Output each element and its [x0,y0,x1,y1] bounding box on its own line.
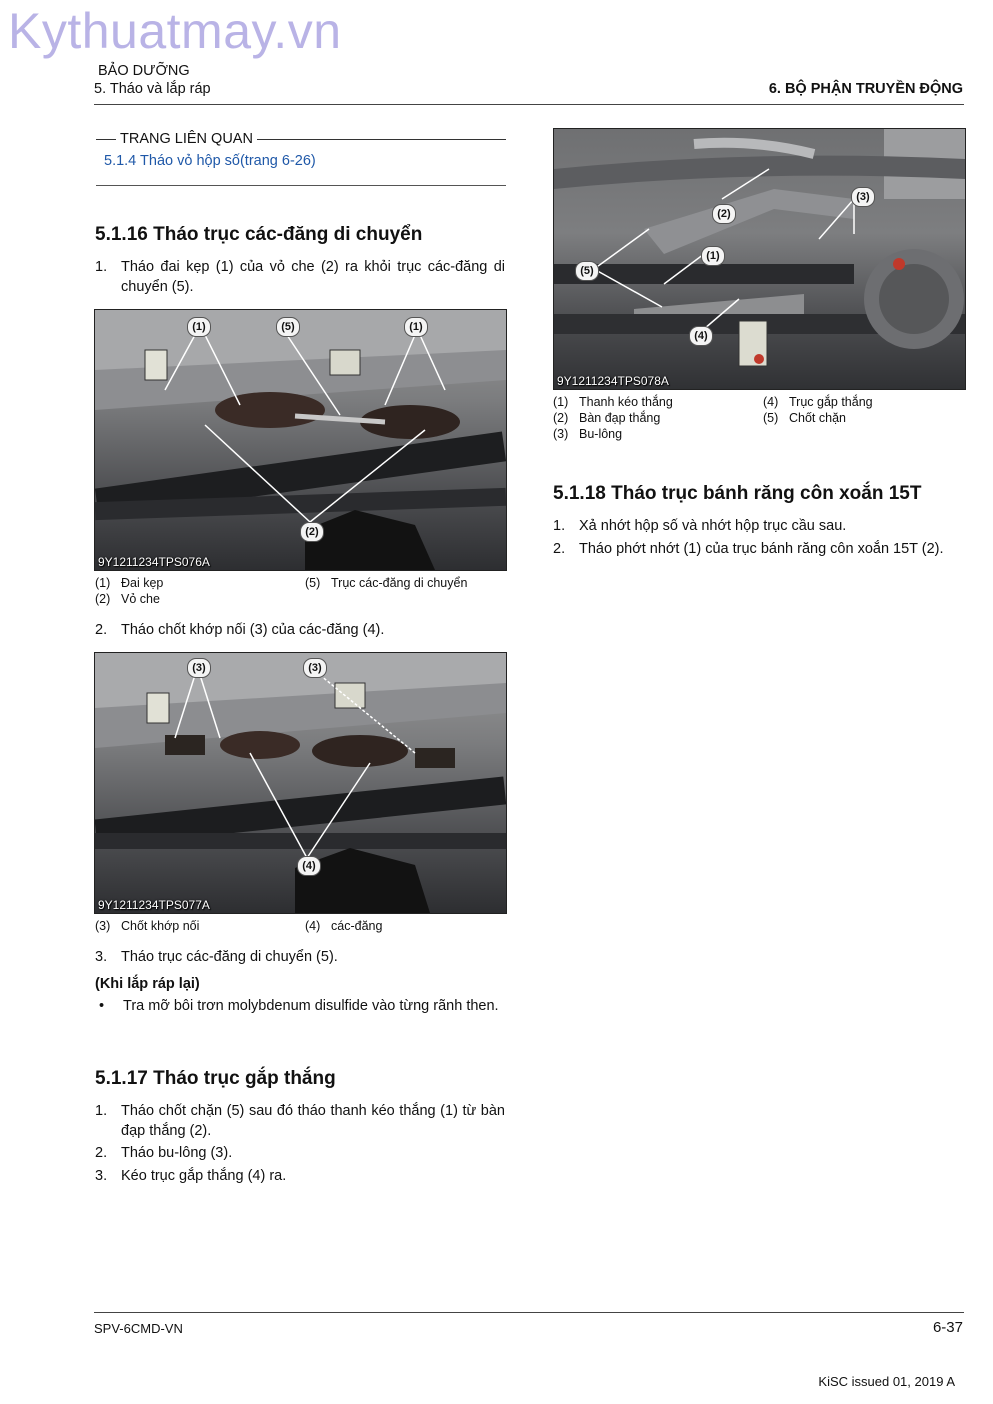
caption-number: (5) [763,411,779,425]
step-number: 2. [95,1145,108,1161]
step-516-1 [95,257,505,297]
photo-brake-shaft-drawing [554,129,965,389]
callout-1-brake-rod: (1) [701,246,725,266]
photo-cardan-shaft [94,309,507,571]
related-bottom-rule [96,185,506,186]
footer-doc-code: SPV-6CMD-VN [94,1321,183,1336]
caption-brake-1 [553,394,763,410]
photo-id-label: 9Y1211234TPS076A [98,555,210,569]
step-number: 2. [553,541,566,557]
caption-5-item [305,575,515,591]
step-number: 2. [95,622,108,638]
callout-3-bolt: (3) [851,187,875,207]
caption-number: (3) [553,427,569,441]
related-title-text: TRANG LIÊN QUAN [120,131,253,147]
caption-brake-3 [553,426,763,442]
caption-text: Bàn đạp thắng [579,411,661,425]
step-517-1 [95,1101,505,1141]
step-text: Tháo chốt khớp nối (3) của các-đăng (4). [121,622,385,638]
step-text: Xả nhớt hộp số và nhớt hộp trục cầu sau. [579,518,847,534]
step-516-3 [95,947,505,967]
step-text: Tháo bu-lông (3). [121,1145,233,1161]
step-text: Tháo phớt nhớt (1) của trục bánh răng côn xoắn 15T (2). [579,541,944,557]
caption-number: (1) [95,576,111,590]
reassembly-bullet [95,996,505,1016]
step-number: 1. [553,518,566,534]
caption-text: Trục các-đăng di chuyển [331,576,468,590]
callout-3-right: (3) [303,658,327,678]
step-518-2 [553,539,963,559]
callout-2: (2) [300,522,324,542]
step-text: Tháo trục các-đăng di chuyển (5). [121,949,338,965]
step-text: Tháo đai kẹp (1) của vỏ che (2) ra khỏi trục các-đăng di chuyển (5). [121,259,505,295]
caption-text: Chốt khớp nối [121,919,200,933]
header-rule [94,104,964,105]
step-517-3 [95,1166,505,1186]
photo-universal-joint [94,652,507,914]
callout-5-stopper-pin: (5) [575,261,599,281]
caption-text: Vỏ che [121,592,160,606]
caption-1-item [95,575,305,591]
caption-number: (1) [553,395,569,409]
caption-brake-4 [763,394,963,410]
step-516-2 [95,620,505,640]
footer-rule [94,1312,964,1313]
section-5-1-17-title: 5.1.17 Tháo trục gắp thắng [95,1068,336,1089]
callout-1-left: (1) [187,317,211,337]
section-5-1-18-title: 5.1.18 Tháo trục bánh răng côn xoắn 15T [553,483,922,504]
step-518-1 [553,516,963,536]
caption-text: Chốt chặn [789,411,846,425]
bullet-mark: • [99,998,105,1014]
callout-5: (5) [276,317,300,337]
reassembly-title: (Khi lắp ráp lại) [95,976,200,992]
watermark: Kythuatmay.vn [8,3,342,59]
photo-brake-shaft [553,128,966,390]
caption-number: (4) [763,395,779,409]
bullet-text: Tra mỡ bôi trơn molybdenum disulfide vào từng rãnh then. [123,998,499,1014]
header-subsection: 5. Tháo và lắp ráp [94,81,211,97]
caption-number: (4) [305,919,321,933]
caption-3-item [95,918,305,934]
step-text: Tháo chốt chặn (5) sau đó tháo thanh kéo thắng (1) từ bàn đạp thắng (2). [121,1103,505,1139]
caption-brake-5 [763,410,963,426]
caption-number: (2) [553,411,569,425]
caption-number: (2) [95,592,111,606]
caption-text: các-đăng [331,919,383,933]
callout-4: (4) [297,856,321,876]
caption-text: Đai kẹp [121,576,164,590]
step-text: Kéo trục gắp thắng (4) ra. [121,1168,287,1184]
caption-text: Thanh kéo thắng [579,395,673,409]
caption-number: (3) [95,919,111,933]
related-dash-right [257,139,506,140]
callout-1-right: (1) [404,317,428,337]
step-number: 1. [95,1103,108,1119]
callout-4-brake-shaft: (4) [689,326,713,346]
step-517-2 [95,1143,505,1163]
header-chapter: 6. BỘ PHẬN TRUYỀN ĐỘNG [768,81,963,97]
related-dash-left [96,139,116,140]
caption-number: (5) [305,576,321,590]
photo-id-label: 9Y1211234TPS078A [557,374,669,388]
caption-2-item [95,591,305,607]
caption-text: Bu-lông [579,427,623,441]
step-number: 3. [95,949,108,965]
photo-id-label: 9Y1211234TPS077A [98,898,210,912]
caption-4-item [305,918,515,934]
caption-brake-2 [553,410,763,426]
caption-text: Trục gắp thắng [789,395,873,409]
related-link[interactable]: 5.1.4 Tháo vỏ hộp số(trang 6-26) [104,153,316,169]
related-pages-title [96,131,506,147]
header-section: BẢO DƯỠNG [98,63,190,79]
step-number: 3. [95,1168,108,1184]
footer-issued: KiSC issued 01, 2019 A [818,1374,955,1389]
callout-2-brake-pedal: (2) [712,204,736,224]
section-5-1-16-title: 5.1.16 Tháo trục các-đăng di chuyển [95,224,423,245]
footer-page-number: 6-37 [932,1319,963,1336]
step-number: 1. [95,259,108,275]
callout-3-left: (3) [187,658,211,678]
